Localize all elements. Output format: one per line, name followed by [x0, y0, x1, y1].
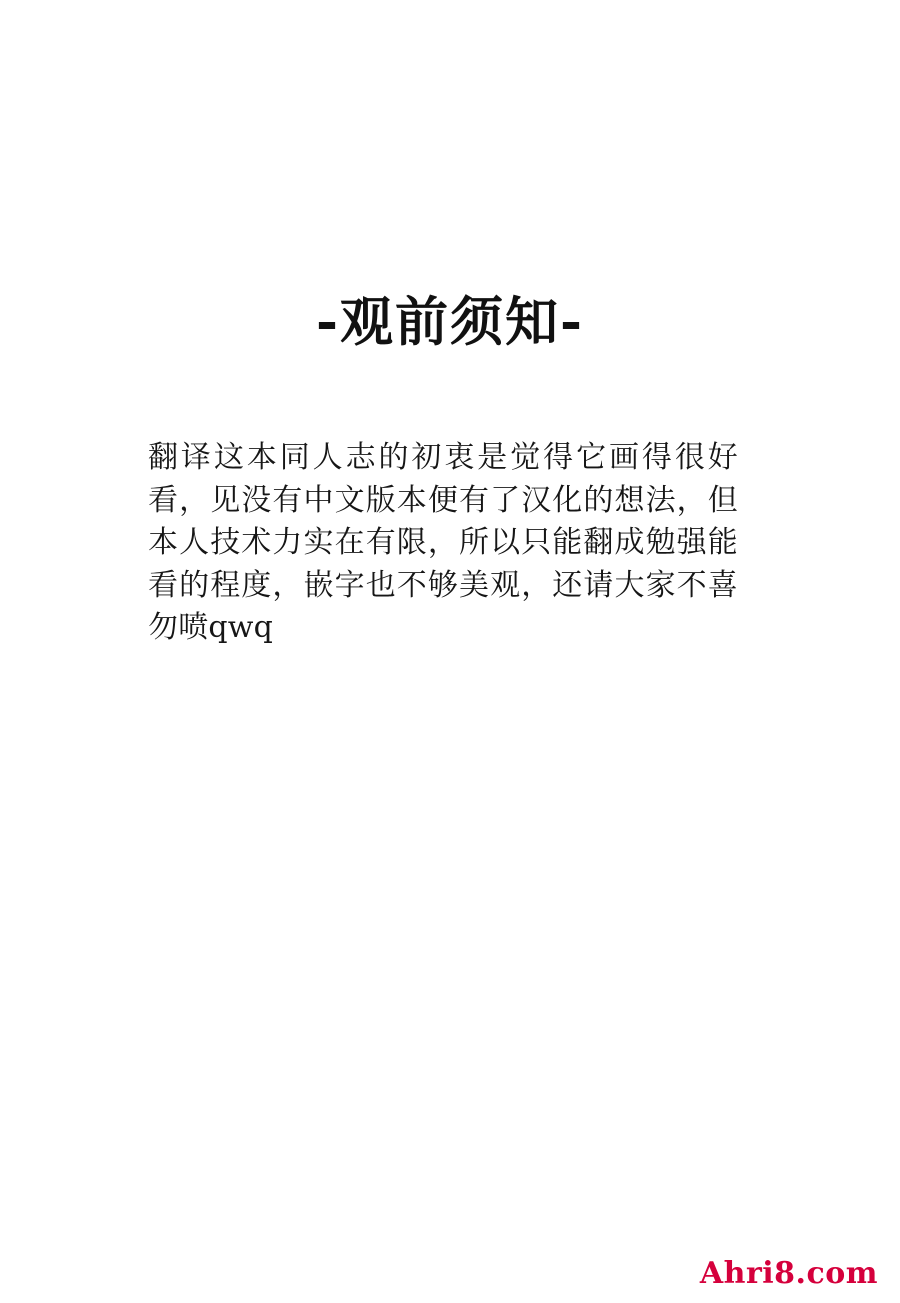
site-watermark: Ahri8.com	[699, 1256, 878, 1291]
notice-paragraph: 翻译这本同人志的初衷是觉得它画得很好看，见没有中文版本便有了汉化的想法，但本人技术力实在有限，所以只能翻成勉强能看的程度，嵌字也不够美观，还请大家不喜勿喷qwq	[148, 440, 738, 646]
page-title: -观前须知-	[316, 291, 584, 353]
